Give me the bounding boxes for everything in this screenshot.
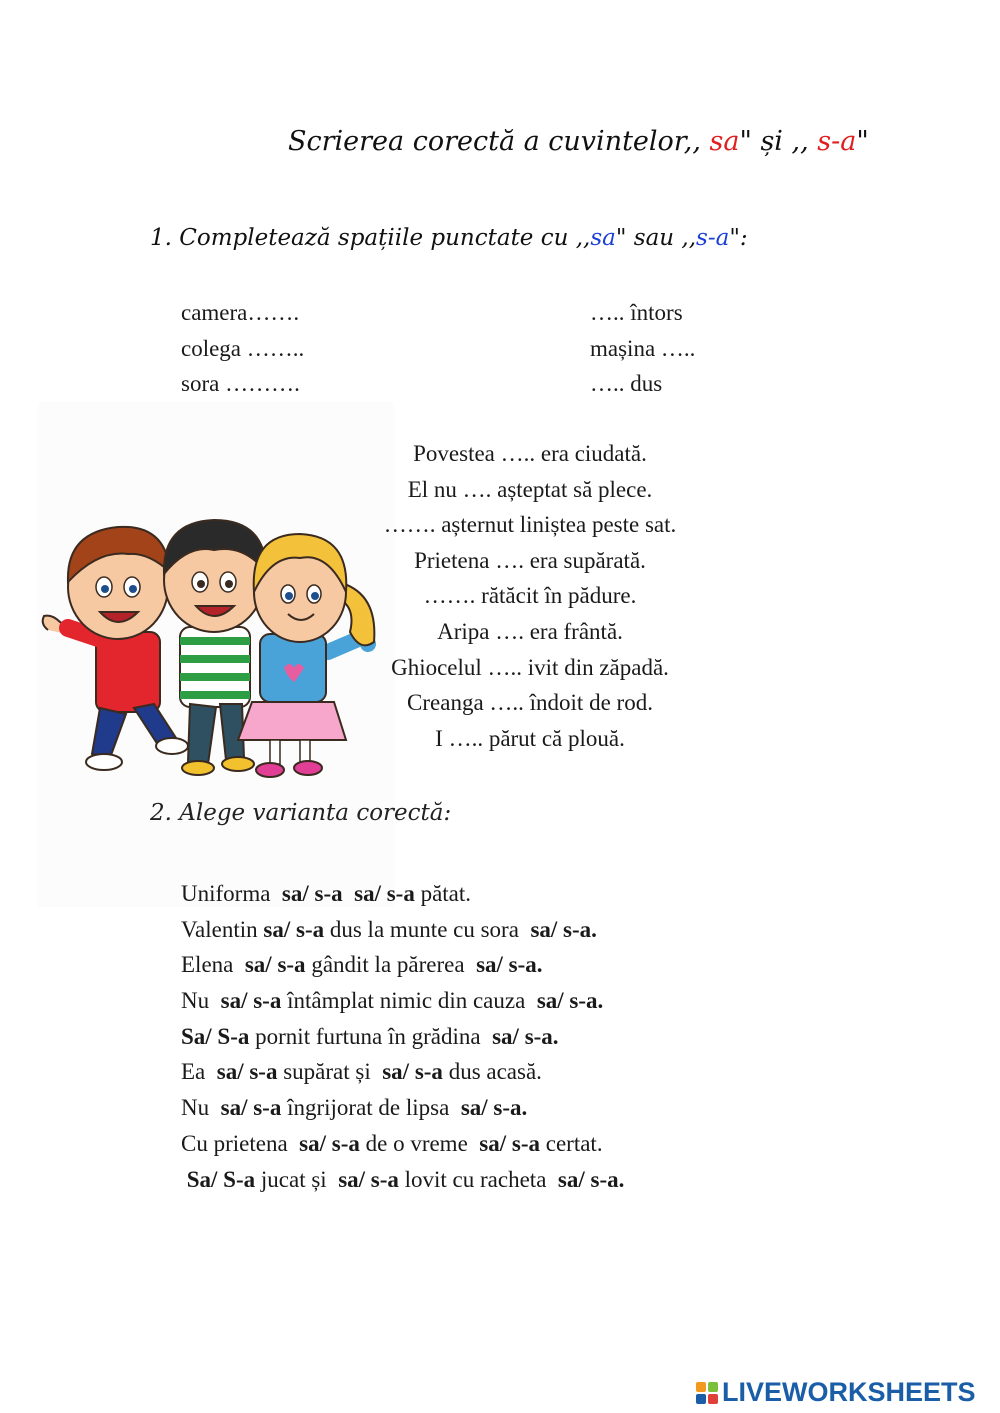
word-list-left [181,295,304,402]
choice-sentences [181,876,624,1197]
liveworksheets-icon [696,1382,718,1404]
choice-line: Sa/ S-a pornit furtuna în grădina sa/ s-a. [181,1023,559,1049]
choice-line: Uniforma sa/ s-a sa/ s-a pătat. [181,881,472,906]
sentence-line: I ….. părut că plouă. [435,725,625,751]
logo-text: LIVEWORKSHEETS [722,1377,976,1407]
choice-line: Elena sa/ s-a gândit la părerea sa/ s-a. [181,952,543,978]
sentence-line: Ghiocelul ….. ivit din zăpadă. [391,654,669,680]
word-list-right [590,295,695,402]
sentence-line: El nu …. așteptat să plece. [407,476,653,502]
sentence-line: ……. așternut liniștea peste sat. [383,512,677,538]
choice-line: Nu sa/ s-a întâmplat nimic din cauza sa/ s-a. [181,988,604,1014]
word-item: colega …….. [181,335,305,361]
word-item: mașina ….. [590,335,696,361]
page-title: Scrierea corectă a cuvintelor,, sa" și ,, s-a" [288,126,869,157]
choice-line: Valentin sa/ s-a dus la munte cu sora sa/ s-a. [181,916,597,942]
sentence-line: Creanga ….. îndoit de rod. [407,690,653,716]
choice-line: Sa/ S-a jucat și sa/ s-a lovit cu racheta sa/ s-a. [186,1166,625,1192]
word-item: sora ………. [181,371,300,396]
exercise2-heading: 2. Alege varianta corectă: [150,800,452,826]
sentence-line: Povestea ….. era ciudată. [413,441,647,466]
choice-line: Cu prietena sa/ s-a de o vreme sa/ s-a certat. [181,1130,603,1156]
exercise1-heading: 1. Completează spațiile punctate cu ,,sa" sau ,,s-a": [150,225,748,251]
sentence-line: ……. rătăcit în pădure. [423,583,637,609]
liveworksheets-logo[interactable] [696,1377,976,1408]
word-item: ….. dus [590,371,663,396]
sentence-line: Prietena …. era supărată. [414,547,646,573]
choice-line: Ea sa/ s-a supărat și sa/ s-a dus acasă. [181,1059,542,1085]
fill-in-sentences [330,436,730,756]
word-item: ….. întors [590,300,683,325]
word-item: camera……. [181,300,300,325]
sentence-line: Aripa …. era frântă. [437,618,623,644]
choice-line: Nu sa/ s-a îngrijorat de lipsa sa/ s-a. [181,1095,528,1121]
